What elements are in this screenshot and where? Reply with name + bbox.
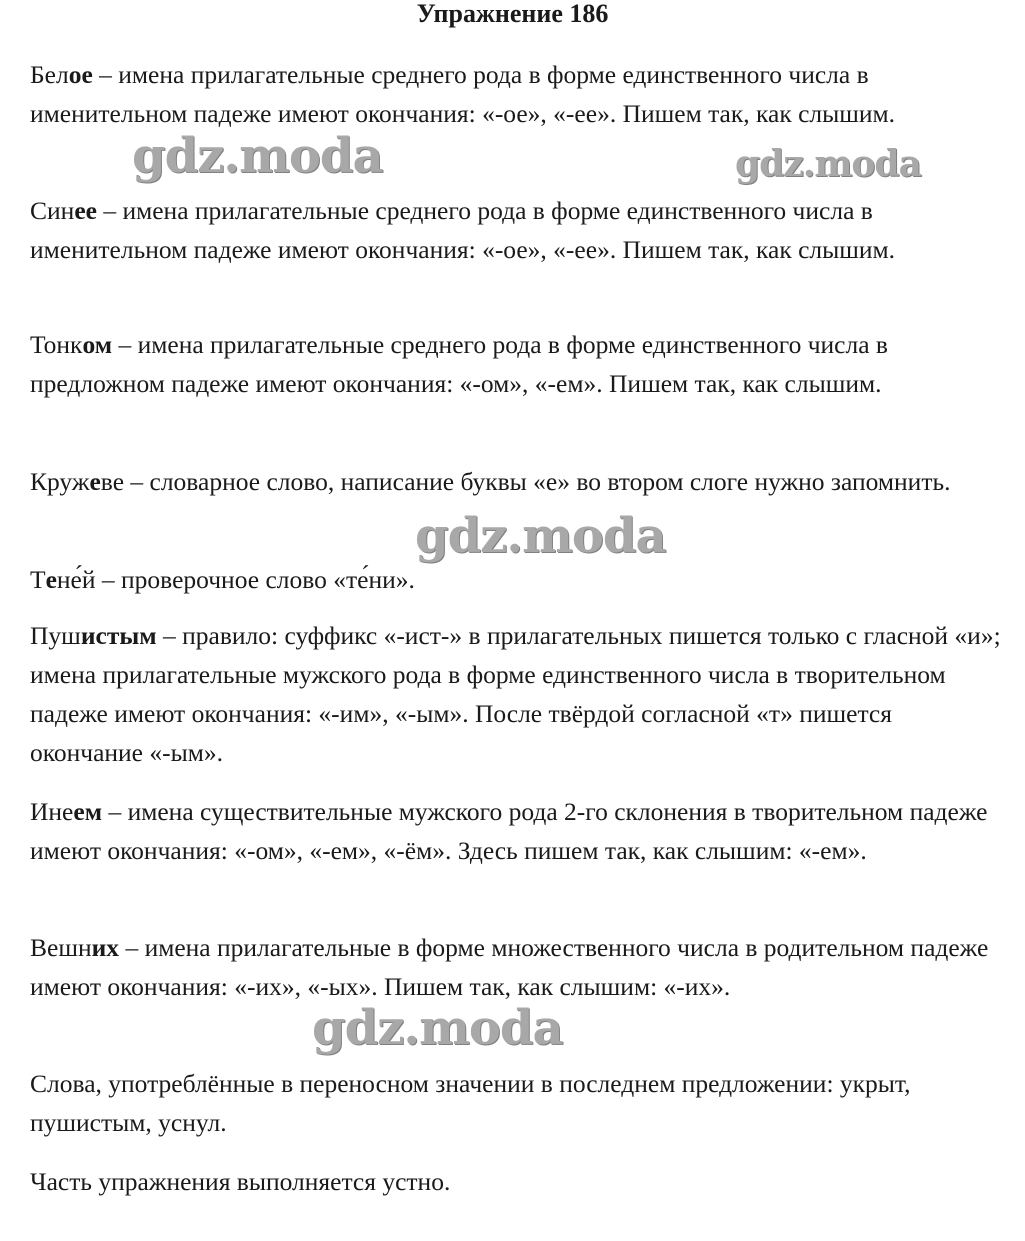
paragraph-tenei [30,560,1005,599]
paragraph-ustno [30,1162,1005,1201]
word-stem: Т [30,565,46,594]
paragraph-text: – имена прилагательные в форме множественного числа в родительном падеже имеют окончания: «-их», «-ых». Пишем так, как слышим: «-их». [30,933,989,1001]
word-stem: Пуш [30,621,81,650]
word-ending: ое [68,60,93,89]
word-letter: е [89,467,101,496]
watermark: gdz.moda [312,1000,563,1056]
word-stem: Бел [30,60,69,89]
word-ending: их [91,933,120,962]
word-letter: е [45,565,57,594]
word-stem: Вешн [30,933,92,962]
paragraph-ineem [30,792,1005,870]
word-stem: Ине [30,797,74,826]
paragraph-sinee [30,191,1005,269]
word-stem: Круж [30,467,90,496]
word-rest: ве [100,467,125,496]
watermark: gdz.moda [735,143,921,185]
paragraph-text: Часть упражнения выполняется устно. [30,1167,451,1196]
word-ending: ом [82,330,113,359]
paragraph-perenosnoe [30,1064,1005,1142]
paragraph-text: – имена прилагательные среднего рода в форме единственного числа в предложном падеже имеют окончания: «-ом», «-ем». Пишем так, как слышим. [30,330,888,398]
paragraph-tonkom [30,325,1005,403]
word-ending: ее [74,196,97,225]
paragraph-text: – имена прилагательные среднего рода в форме единственного числа в именительном падеже имеют окончания: «-ое», «-ее». Пишем так, как слышим. [30,196,896,264]
word-stem: Тонк [30,330,83,359]
word-rest: не́й [56,565,96,594]
word-suffix: ист [80,621,120,650]
paragraph-text: – проверочное слово «те́ни». [95,565,415,594]
paragraph-beloe [30,55,1005,133]
paragraph-text: – имена существительные мужского рода 2-го склонения в творительном падеже имеют окончания: «-ом», «-ем», «-ём». Здесь пишем так, как слышим: «-ем». [30,797,988,865]
page-title: Упражнение 186 [416,0,609,28]
paragraph-pushistym [30,616,1005,772]
word-stem: Син [30,196,75,225]
paragraph-text: – имена прилагательные среднего рода в форме единственного числа в именительном падеже имеют окончания: «-ое», «-ее». Пишем так, как слышим. [30,60,896,128]
paragraph-veshnih [30,928,1005,1006]
word-ending: ем [73,797,103,826]
paragraph-text: Слова, употреблённые в переносном значении в последнем предложении: укрыт, пушистым, уснул. [30,1069,911,1137]
watermark: gdz.moda [415,508,666,564]
paragraph-kruzheve [30,462,1005,501]
paragraph-text: – правило: суффикс «-ист-» в прилагательных пишется только с гласной «и»; имена прилагательные мужского рода в форме единственного числа в творительном падеже имеют окончания: «-им», «-ым». После твёрдой согласной «т» пишется окончание «-ым». [30,621,1001,767]
paragraph-text: – словарное слово, написание буквы «е» во втором слоге нужно запомнить. [124,467,951,496]
word-ending: ым [119,621,157,650]
watermark: gdz.moda [132,128,383,184]
